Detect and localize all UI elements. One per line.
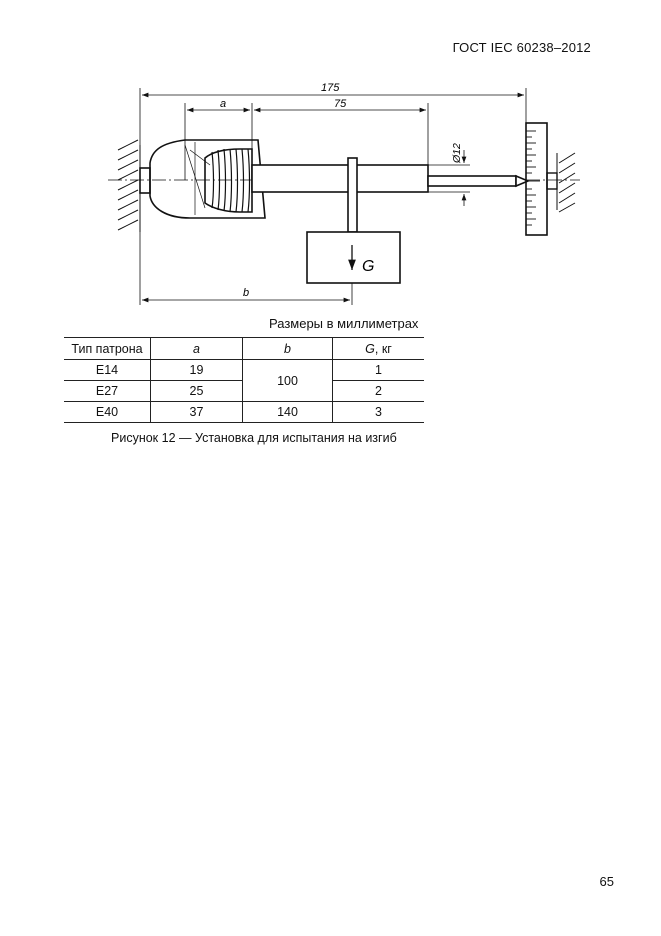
page-number: 65: [599, 874, 614, 889]
dim-175-label: 175: [321, 82, 340, 94]
measuring-scale: [526, 123, 557, 235]
document-header: ГОСТ IEC 60238–2012: [452, 40, 591, 55]
table-cell: 100: [243, 360, 333, 402]
table-header: b: [243, 338, 333, 360]
table-cell: 2: [333, 381, 425, 402]
bending-test-drawing: [0, 0, 661, 320]
units-note: Размеры в миллиметрах: [269, 316, 419, 331]
table-cell: 140: [243, 402, 333, 423]
right-wall: [557, 153, 575, 212]
table-header-row: [64, 338, 424, 360]
table-cell: 1: [333, 360, 425, 381]
table-header: Тип патрона: [64, 338, 151, 360]
table-cell: 19: [151, 360, 243, 381]
lamp-holder: [140, 140, 265, 218]
dim-a-label: a: [220, 98, 227, 110]
table-cell: E40: [64, 402, 151, 423]
table-cell: 37: [151, 402, 243, 423]
dim-diameter-label: Ø12: [451, 143, 463, 163]
table-row: [64, 360, 424, 381]
table-cell: E14: [64, 360, 151, 381]
dim-b-label: b: [243, 287, 250, 299]
dim-75-label: 75: [334, 98, 347, 110]
table-row: [64, 402, 424, 423]
test-rod: [252, 165, 528, 192]
table-cell: 3: [333, 402, 425, 423]
table-header-g: G, кг: [333, 338, 425, 360]
table-cell: E27: [64, 381, 151, 402]
weight-label: G: [362, 258, 375, 275]
table-header: a: [151, 338, 243, 360]
figure-caption: Рисунок 12 — Установка для испытания на изгиб: [111, 431, 397, 445]
table-cell: 25: [151, 381, 243, 402]
holder-parameters-table: [64, 337, 424, 423]
left-wall: [118, 140, 140, 232]
